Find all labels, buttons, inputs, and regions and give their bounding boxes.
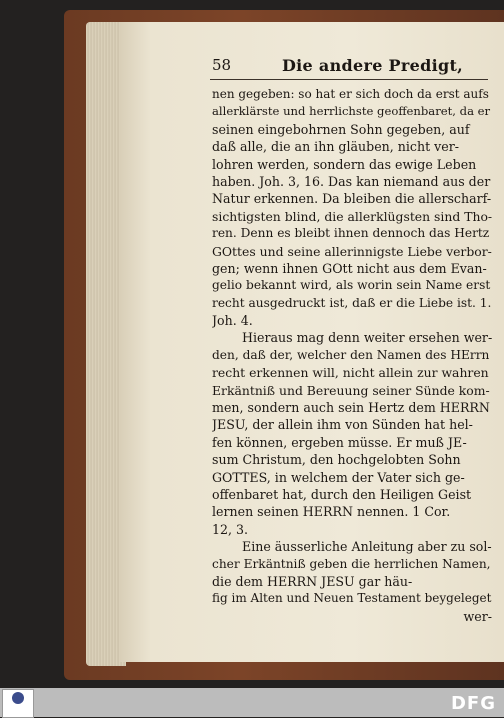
text-line: fen können, ergeben müsse. Er muß JE- <box>212 434 467 450</box>
text-line: sum Christum, den hochgelobten Sohn <box>212 452 461 468</box>
franckesche-stiftungen-logo[interactable] <box>2 689 34 718</box>
text-line: gen; wenn ihnen GOtt nicht aus dem Evan- <box>212 260 487 276</box>
page-header <box>208 56 498 78</box>
text-line: haben. Joh. 3, 16. Das kan niemand aus der <box>212 173 491 189</box>
text-line: allerklärste und herrlichste geoffenbaret, da er <box>212 104 491 119</box>
viewer-footer <box>0 688 504 717</box>
text-line: Joh. 4. <box>212 313 253 329</box>
page-number: 58 <box>212 56 232 74</box>
text-line: JESU, der allein ihm von Sünden hat hel- <box>212 417 473 433</box>
text-line: cher Erkäntniß geben die herrlichen Namen, <box>212 556 491 571</box>
header-rule <box>210 79 488 80</box>
text-line: ren. Denn es bleibt ihnen dennoch das Hertz <box>212 226 490 241</box>
text-line: lohren werden, sondern das ewige Leben <box>212 156 477 172</box>
text-line: Natur erkennen. Da bleiben die allerscharf- <box>212 191 492 207</box>
text-line: seinen eingebohrnen Sohn gegeben, auf <box>212 121 470 137</box>
text-line: lernen seinen HERRN nennen. 1 Cor. <box>212 504 451 520</box>
text-line: recht ausgedruckt ist, daß er die Liebe ist. 1. <box>212 295 492 310</box>
text-line: sichtigsten blind, die allerklügsten sind Tho- <box>212 208 492 224</box>
text-line: Eine äusserliche Anleitung aber zu sol- <box>242 539 492 555</box>
text-line: GOTTES, in welchem der Vater sich ge- <box>212 469 465 485</box>
text-line: wer- <box>463 608 492 624</box>
text-line: recht erkennen will, nicht allein zur wahren <box>212 365 489 381</box>
text-line: Hieraus mag denn weiter ersehen wer- <box>242 330 492 346</box>
page-body-text <box>212 86 492 625</box>
text-line: men, sondern auch sein Hertz dem HERRN <box>212 400 490 416</box>
text-line: GOttes und seine allerinnigste Liebe verbor- <box>212 243 492 259</box>
text-line: Erkäntniß und Bereuung seiner Sünde kom- <box>212 382 490 398</box>
text-line: offenbaret hat, durch den Heiligen Geist <box>212 486 472 502</box>
text-line: den, daß der, welcher den Namen des HErrn <box>212 347 490 362</box>
running-title: Die andere Predigt, <box>282 56 464 75</box>
text-line: nen gegeben: so hat er sich doch da erst aufs <box>212 87 489 101</box>
text-line: fig im Alten und Neuen Testament beygeleget <box>212 591 492 606</box>
text-line: gelio bekannt wird, als worin sein Name erst <box>212 278 491 293</box>
text-line: die dem HERRN JESU gar häu- <box>212 573 413 589</box>
text-line: daß alle, die an ihn gläuben, nicht ver- <box>212 139 459 155</box>
dfg-logo[interactable]: DFG <box>450 693 496 714</box>
text-line: 12, 3. <box>212 521 249 537</box>
seal-icon <box>12 692 24 704</box>
